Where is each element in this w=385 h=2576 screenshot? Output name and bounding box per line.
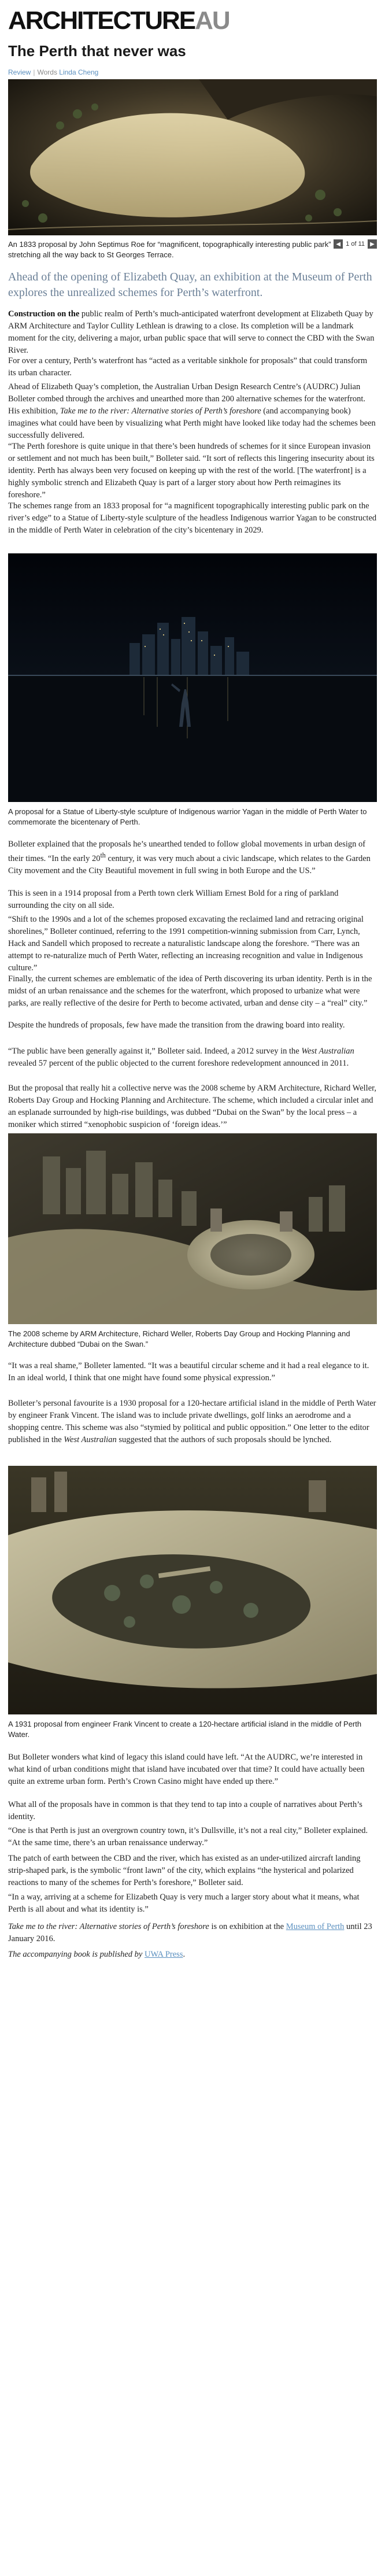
gallery-nav [334, 239, 377, 249]
paragraph: Despite the hundreds of proposals, few have made the transition from the drawing board into reality. [8, 1021, 345, 1030]
paragraph: Construction on the public realm of Perth’s much-anticipated waterfront development at Elizabeth Quay by ARM Architecture and Taylor Cullity Lethlean is drawing to a close. Its completion will be a landmark moment for the city, delivering a major, urban public space that will serve to connect the CBD with the Swan River. [8, 309, 375, 356]
section-link[interactable]: Review [8, 68, 31, 76]
byline: Review | Words Linda Cheng [8, 68, 99, 76]
image-caption-2: A proposal for a Statue of Liberty-style sculpture of Indigenous warrior Yagan in the middle of Perth Water to commemorate the bicentenary of Perth. [8, 807, 367, 826]
paragraph: “Shift to the 1990s and a lot of the schemes proposed excavating the reclaimed land and retracing original shorelines,” Bolleter continued, referring to the 1991 competition-winning submission from Carr, Lynch, Hack and Sandell which proposed to recreate a naturalistic landscape along the foreshore. “There was an attempt to re-naturalize much of Perth Water, reflecting an increasing recognition and value in Indigenous culture.” [8, 915, 364, 973]
paragraph: “The Perth foreshore is quite unique in that there’s been hundreds of schemes for it since European invasion or settlement and not much has been built,” Bolleter said. “It sort of reflects this lingering insecurity about its identity. Perth has always been very focused on keeping up with the rest of the world. [The waterfront] is a highly symbolic strench and Elizabeth Quay is part of a larger story about how Perth reimagines its foreshore.” [8, 442, 375, 500]
museum-of-perth-link[interactable]: Museum of Perth [286, 1922, 345, 1931]
gallery-counter: 1 of 11 [346, 241, 365, 247]
paragraph: The patch of earth between the CBD and the river, which has existed as an under-utilized aircraft landing strip-shaped park, is the symbolic “front lawn” of the city, which explains “the hysterical and polarized reactions to many of the schemes for Perth’s foreshore,” Bolleter said. [8, 1854, 361, 1888]
paragraph: But the proposal that really hit a collective nerve was the 2008 scheme by ARM Architecture, Richard Weller, Roberts Day Group and Hocking Planning and Architecture. The scheme, which included a circular inlet and an esplanade surrounded by high-rise buildings, was dubbed “Dubai on the Swan” by the local press – a moniker which stirred “xenophobic suspicion of ‘foreign ideas.’” [8, 1084, 377, 1130]
paragraph: “The public have been generally against it,” Bolleter said. Indeed, a 2012 survey in the West Australian revealed 57 percent of the public objected to the current foreshore redevelopment announced in 2011. [8, 1047, 354, 1069]
image-caption-3: The 2008 scheme by ARM Architecture, Richard Weller, Roberts Day Group and Hocking Planning and Architecture dubbed “Dubai on the Swan.” [8, 1329, 350, 1348]
byline-prefix: Words [37, 68, 57, 76]
paragraph: The accompanying book is published by UWA Press. [8, 1950, 186, 1959]
uwa-press-link[interactable]: UWA Press [145, 1950, 183, 1959]
paragraph: For over a century, Perth’s waterfront has “acted as a veritable sinkhole for proposals” that could transform its urban character. [8, 356, 368, 378]
paragraph: Bolleter explained that the proposals he’s unearthed tended to follow global movements in urban design of their times. “In the early 20th century, it was very much about a civic landscape, which relates to the Garden City movement and the City Beautiful movement in full swing in both Europe and the US.” [8, 840, 371, 875]
image-yagan-statue[interactable] [8, 553, 377, 802]
paragraph: “In a way, arriving at a scheme for Elizabeth Quay is very much a larger story about what it means, what Perth is all about and what its identity is.” [8, 1893, 360, 1915]
paragraph: The schemes range from an 1833 proposal for “a magnificent topographically interesting public park on the river’s edge” to a Statue of Liberty-style sculpture of the headless Indigenous warrior Yagan to be constructed in the middle of Perth Water in celebration of the city’s bicentenary in 2029. [8, 501, 377, 535]
article-lead: Ahead of the opening of Elizabeth Quay, an exhibition at the Museum of Perth explores the unrealized schemes for Perth’s waterfront. [8, 271, 372, 299]
paragraph: But Bolleter wonders what kind of legacy this island could have left. “At the AUDRC, we’re interested in what kind of urban conditions might that island have incubated over that time? It could have actually been quite an extreme urban form. Perth’s Crown Casino might have ended up there.” [8, 1753, 365, 1787]
paragraph: This is seen in a 1914 proposal from a Perth town clerk William Ernest Bold for a ring of parkland surrounding the city on all side. [8, 889, 339, 911]
paragraph: Ahead of Elizabeth Quay’s completion, the Australian Urban Design Research Centre’s (AUDRC) Julian Bolleter combed through the archives and unearthed more than 200 alternative schemes for the waterfront. His exhibition, Take me to the river: Alternative stories of Perth’s foreshore (and accompanying book) imagines what could have been by visualizing what Perth might have looked like today had the schemes been successfully delivered. [8, 382, 376, 441]
author-link[interactable]: Linda Cheng [59, 68, 99, 76]
hero-image-1833-park[interactable] [8, 79, 377, 235]
gallery-next-button[interactable]: ▶ [368, 239, 377, 249]
gallery-prev-button[interactable]: ◀ [334, 239, 343, 249]
image-dubai-on-swan[interactable] [8, 1133, 377, 1324]
image-artificial-island[interactable] [8, 1466, 377, 1714]
paragraph: Bolleter’s personal favourite is a 1930 proposal for a 120-hectare artificial island in the middle of Perth Water by engineer Frank Vincent. The island was to include private dwellings, golf links an aerodrome and a shopping centre. This scheme was also “stymied by political and public opposition.” One letter to the editor published in the West Australian suggested that the authors of such proposals should be lynched. [8, 1399, 376, 1445]
paragraph: What all of the proposals have in common is that they tend to tap into a couple of narratives about Perth’s identity. [8, 1800, 362, 1822]
paragraph: Finally, the current schemes are emblematic of the idea of Perth discovering its urban identity. Perth is in the midst of an urban renaissance and the schemes for the waterfront, which proposed to urbanize what were parks, are really reflective of the desire for Perth to become activated, urban and dense city – a “real” city.” [8, 974, 372, 1008]
site-logo[interactable]: ARCHITECTUREAU [8, 6, 229, 35]
paragraph: “One is that Perth is just an overgrown country town, it’s Dullsville, it’s not a real city,” Bolleter explained. “At the same time, there’s an urban renaissance underway.” [8, 1826, 368, 1848]
image-caption-1: An 1833 proposal by John Septimus Roe for “magnificent, topographically interesting public park” stretching all the way back to St Georges Terrace. [8, 240, 331, 259]
article-title: The Perth that never was [8, 42, 186, 60]
paragraph: “It was a real shame,” Bolleter lamented. “It was a beautiful circular scheme and it had a real elegance to it. In an ideal world, I think that one might have found some physical expression.” [8, 1361, 369, 1383]
image-caption-4: A 1931 proposal from engineer Frank Vincent to create a 120-hectare artificial island in the middle of Perth Water. [8, 1720, 362, 1739]
paragraph: Take me to the river: Alternative stories of Perth’s foreshore is on exhibition at the Museum of Perth until 23 January 2016. [8, 1922, 372, 1944]
